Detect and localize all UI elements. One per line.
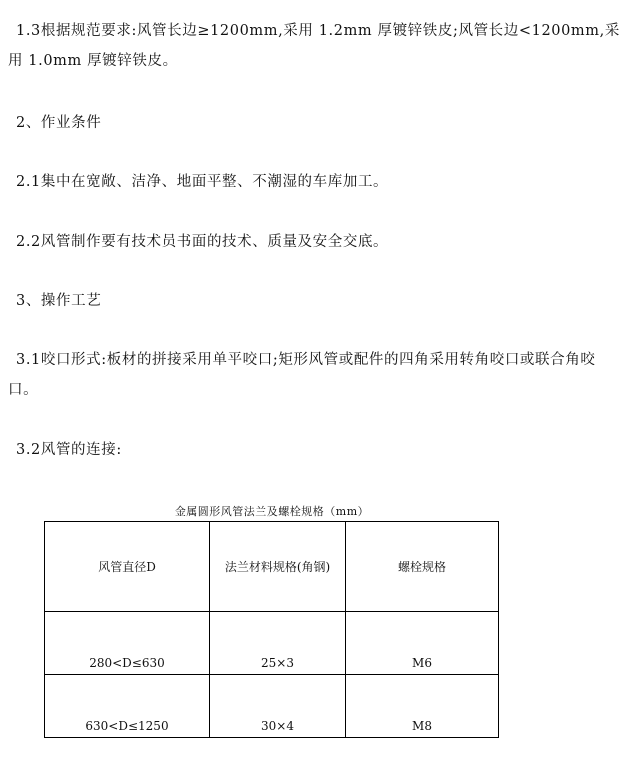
table-caption: 金属圆形风管法兰及螺栓规格（mm） [174, 505, 370, 518]
flange-bolt-spec-table [44, 521, 499, 738]
table-header-row [45, 522, 499, 612]
cell-bolt: M6 [346, 612, 499, 675]
paragraph-3-1: 3.1咬口形式:板材的拼接采用单平咬口;矩形风管或配件的四角采用转角咬口或联合角咬口。 [8, 352, 596, 398]
cell-flange: 30×4 [210, 675, 346, 738]
paragraph-1-3: 1.3根据规范要求:风管长边≥1200mm,采用 1.2mm 厚镀锌铁皮;风管长边<1200mm,采用 1.0mm 厚镀锌铁皮。 [8, 23, 620, 69]
table-row [45, 612, 499, 675]
table-row [45, 675, 499, 738]
cell-diameter: 280<D≤630 [45, 612, 210, 675]
paragraph-2-1: 2.1集中在宽敞、洁净、地面平整、不潮湿的车库加工。 [16, 174, 389, 190]
header-duct-diameter: 风管直径D [45, 522, 210, 612]
paragraph-3-2: 3.2风管的连接: [16, 442, 122, 458]
header-flange-material: 法兰材料规格(角钢) [210, 522, 346, 612]
paragraph-2-2: 2.2风管制作要有技术员书面的技术、质量及安全交底。 [16, 234, 389, 250]
section-3-heading: 3、操作工艺 [16, 293, 102, 309]
cell-flange: 25×3 [210, 612, 346, 675]
cell-bolt: M8 [346, 675, 499, 738]
section-2-heading: 2、作业条件 [16, 115, 102, 131]
cell-diameter: 630<D≤1250 [45, 675, 210, 738]
header-bolt-spec: 螺栓规格 [346, 522, 499, 612]
